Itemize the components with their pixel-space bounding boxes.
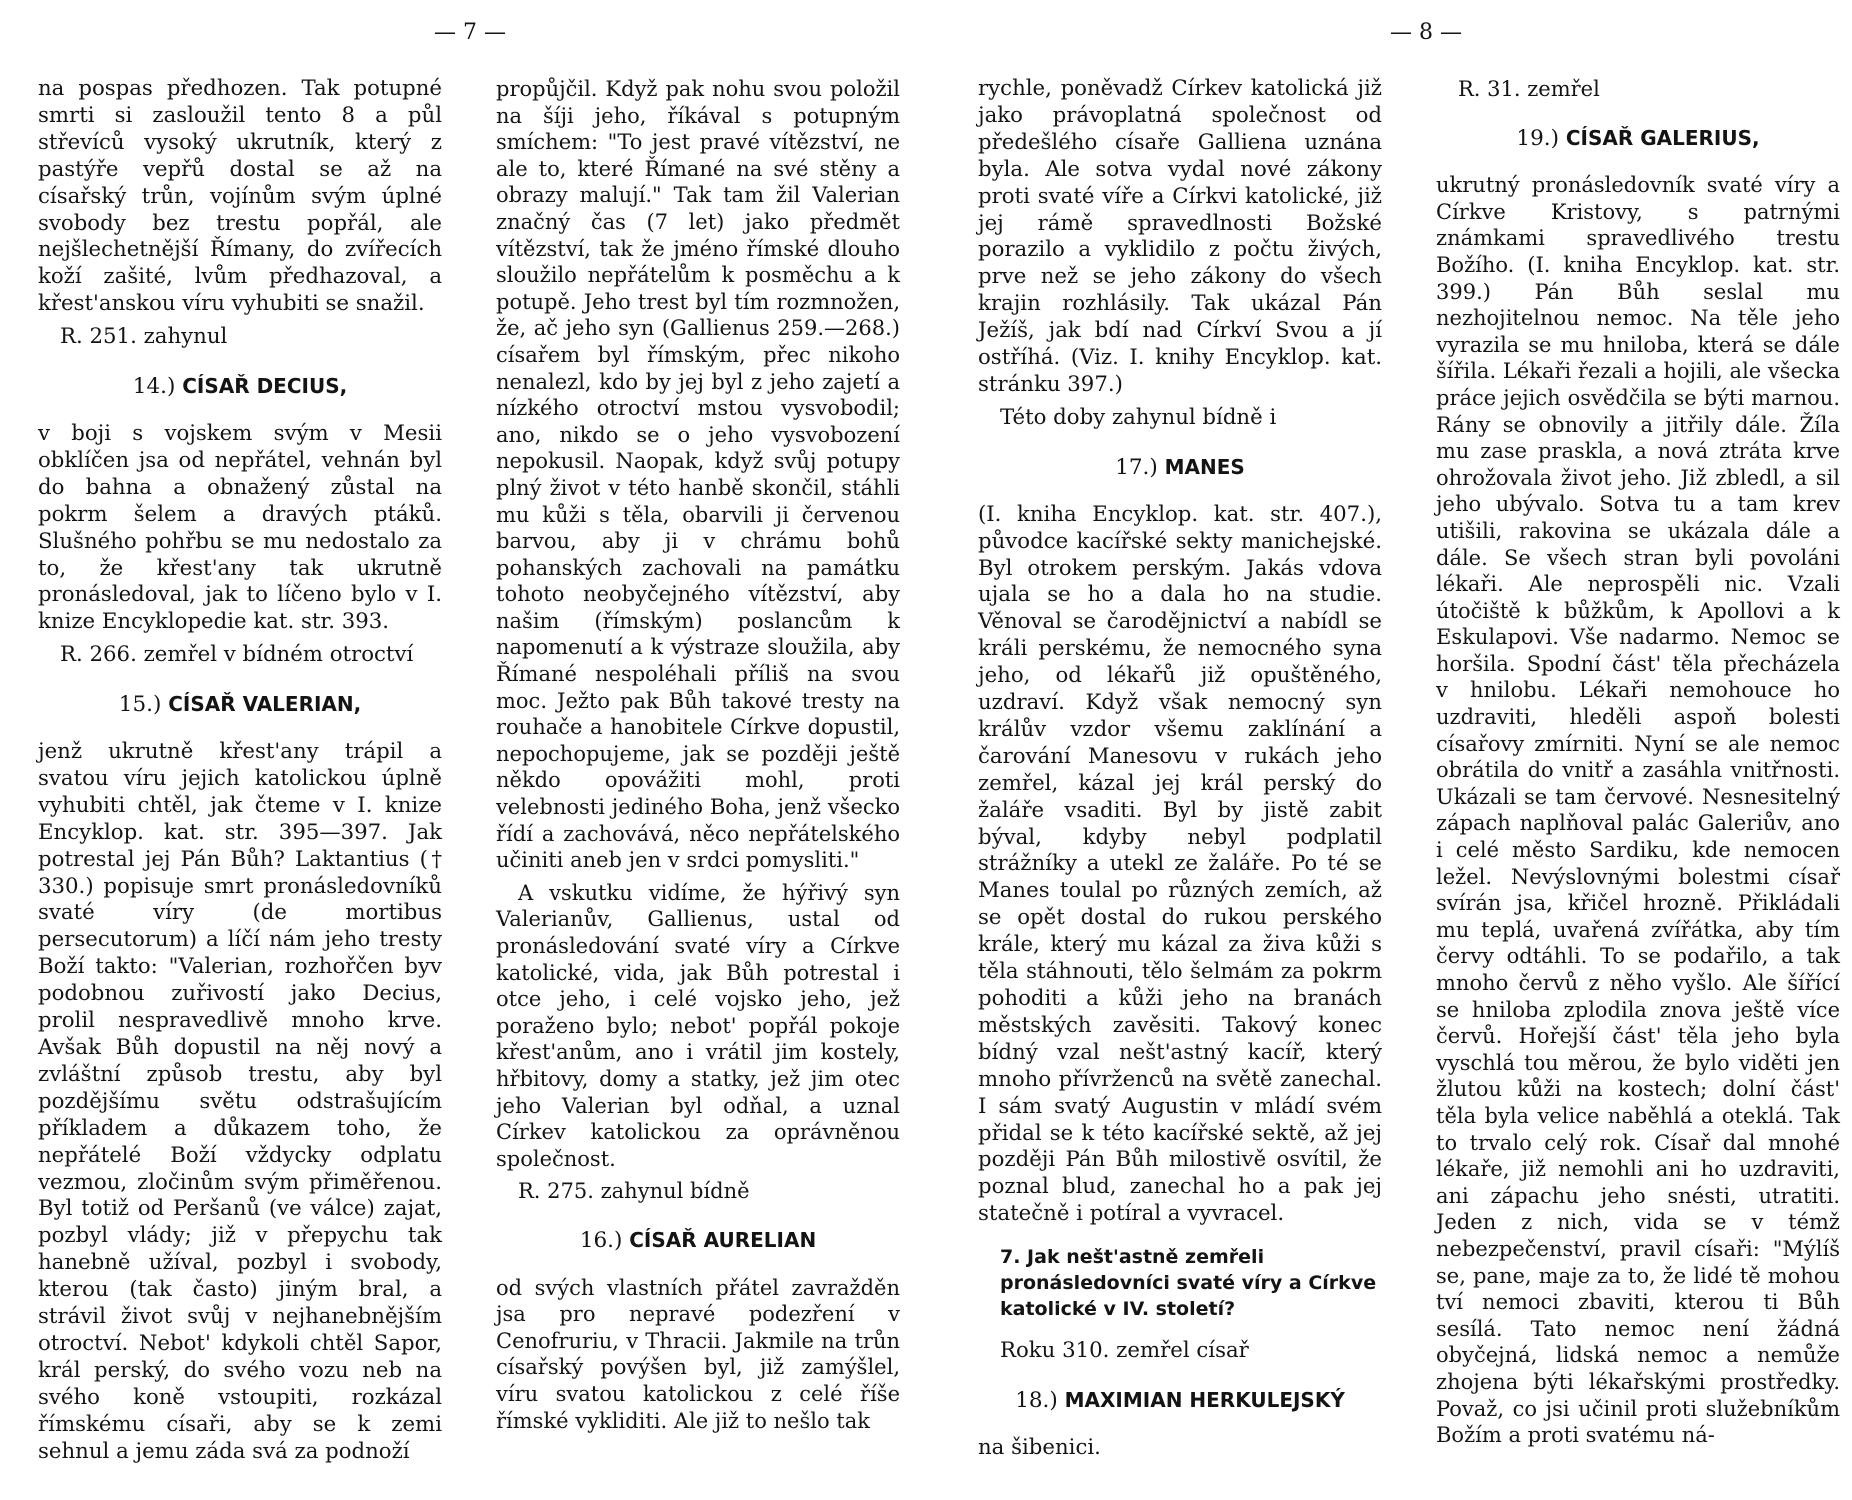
paragraph: v boji s vojskem svým v Mesii obklíčen jsa od nepřátel, vehnán byl do bahna a obnažený zůstal na pokrm šelem a dravých ptáků. Slušného pohřbu se mu nedostalo za to, že křest'any tak ukrutně pronásledoval, jak to líčeno bylo v I. knize Encyklopedie kat. str. 393. [38,420,442,635]
year-line: R. 31. zemřel [1458,77,1600,101]
section-number: 17.) [1115,454,1158,480]
year-line: R. 275. zahynul bídně [518,1179,750,1204]
page-number-right: — 8 — [1390,20,1462,45]
section-number: 19.) [1516,125,1559,151]
paragraph: ukrutný pronásledovník svaté víry a Církve Kristovy, s patrnými známkami spravedlivého trestu Božího. (I. kniha Encyklop. kat. str. 399.) Pán Bůh seslal mu nezhojitelnou nemoc. Na těle jeho vyrazila se mu hniloba, která se dále šířila. Lékaři řezali a hojili, ale všecka práce jejich osvědčila se býti marnou. Rány se obnovily a jitřily dále. Žíla mu zase praskla, a nová ztráta krve ohrožovala život jeho. Již zbledl, a sil jeho ubývalo. Sotva tu a tam krev utišili, rakovina se ukázala dále a dále. Se všech stran byli povoláni lékaři. Ale neprospěli nic. Vzali útočiště k bůžkům, k Apollovi a k Eskulapovi. Vše nadarmo. Nemoc se horšila. Spodní část' těla přecházela v hnilobu. Lékaři nemohouce ho uzdraviti, hleděli aspoň bolesti císařovy zmírniti. Nyní se ale nemoc obrátila do vnitř a zasáhla vnitřnosti. Ukázali se tam červové. Nesnesitelný zápach naplňoval palác Galeriův, ano i celé město Sardiku, kde nemocen ležel. Nevýslovnými bolestmi císař svírán jsa, křičel hrozně. Přikládali mu teplá, uvařená zvířátka, aby tím červy odtáhli. To se podařilo, a tak mnoho červů z něho vyšlo. Ale šířící se hniloba zplodila znova ještě více červů. Hořejší část' těla jeho byla vyschlá tou měrou, že bylo viděti jen žlutou kůži na kostech; dolní část' těla byla velice naběhlá a oteklá. Tak to trvalo celý rok. Císař dal mnohé lékaře, již nemohli ani ho uzdraviti, ani zápachu jeho snésti, utratiti. Jeden z nich, vida se v témž nebezpečenství, pravil císaři: "Mýlíš se, pane, maje za to, že lidé tě mohou tví nemoci zbaviti, kterou ti Bůh sesílá. Tato nemoc není žádná obyčejná, lidská nemoc a nemůže zhojena býti lékařskými prostředky. Považ, co jsi učinil proti služebníkům Božím a proti svatému ná- [1436,173,1840,1448]
column-4 [1436,76,1840,1455]
year-line: R. 266. zemřel v bídném otroctví [60,642,414,668]
section-heading-14 [38,373,442,401]
section-number: 15.) [118,692,162,718]
section-title: CÍSAŘ GALERIUS, [1565,125,1760,150]
paragraph: A vskutku vidíme, že hýřivý syn Valerianův, Gallienus, ustal od pronásledování svaté víry a Církve katolické, vida, jak Bůh potrestal i otce jeho, i celé vojsko jeho, jež poraženo bylo; nebot' popřál pokoje křest'anům, ano i vrátil jim kostely, hřbitovy, domy a statky, jež jim otec jeho Valerian byl odňal, a uznal Církev katolickou za oprávněnou společnost. [496,880,900,1171]
column-1 [38,76,442,1472]
paragraph: (I. kniha Encyklop. kat. str. 407.), původce kacířské sekty manichejské. Byl otrokem perským. Jakás vdova ujala se ho a dala ho na studie. Věnoval se čarodějnictví a nabídl se králi perskému, že nemocného syna jeho, od lékařů již opuštěného, uzdraví. Když však nemocný syn králův vzdor všemu zaklínání a čarování Manesovu v rukách jeho zemřel, kázal jej král perský do žaláře vsaditi. Byl by jistě zabit býval, kdyby nebyl podplatil strážníky a utekl ze žaláře. Po té se Manes toulal po různých zemích, až se opět dostal do rukou perského krále, který mu kázal za živa kůži s těla stáhnouti, tělo šelmám za pokrm pohoditi a kůži jeho na branách městských zavěsiti. Takový konec bídný vzal nešt'astný kacíř, který mnoho přívrženců na světě zanechal. I sám svatý Augustin v mládí svém přidal se k této kacířské sektě, až jej později Pán Bůh milostivě osvítil, že poznal blud, zanechal ho a pak jej statečně i potíral a vyvracel. [978,501,1382,1227]
section-number: 16.) [579,1227,623,1253]
column-2 [496,76,900,1440]
year-line: R. 251. zahynul [60,324,228,350]
page-number-left: — 7 — [434,20,506,45]
paragraph: od svých vlastních přátel zavražděn jsa pro nepravé podezření v Cenofruriu, v Thracii. Jakmile na trůn císařský povýšen byl, již zamýšlel, víru svatou katolickou z celé říše římské vykliditi. Ale již to nešlo tak [496,1275,900,1433]
paragraph: na šibenici. [978,1434,1101,1460]
section-number: 14.) [132,374,176,400]
section-title: CÍSAŘ AURELIAN [629,1227,817,1252]
paragraph: jenž ukrutně křest'any trápil a svatou víru jejich katolickou úplně vyhubiti chtěl, jak čteme v I. knize Encyklop. kat. str. 395—397. Jak potrestal jej Pán Bůh? Laktantius († 330.) popisuje smrt pronásledovníků svaté víry (de mortibus persecutorum) a líčí nám jeho tresty Boží takto: "Valerian, rozhořčen byv podobnou zuřivostí jako Decius, prolil nespravedlivě mnoho krve. Avšak Bůh dopustil na něj nový a zvláštní způsob trestu, aby byl pozdějšímu světu odstrašujícím příkladem a důkazem toho, že nepřátelé Boží vždycky odplatu vezmou, zločinům svým přiměřenou. Byl totiž od Peršanů (ve válce) zajat, pozbyl vlády; již v přepychu tak hanebně užíval, pozbyl i svobody, kterou (tak často) jiným bral, a strávil život svůj v nejhanebnějším otroctví. Nebot' kdykoli chtěl Sapor, král perský, do svého vozu neb na svého koně vstoupiti, rozkázal římskému císaři, aby se k zemi sehnul a jemu záda svá za podnoží [38,739,442,1464]
year-line: Roku 310. zemřel císař [1000,1338,1249,1364]
column-3 [978,76,1382,1468]
section-number: 18.) [1015,1388,1058,1414]
paragraph: rychle, poněvadž Církev katolická již jako právoplatná společnost od předešlého císaře Galliena uznána byla. Ale sotva vydal nové zákony proti svaté víře a Církvi katolické, již jej rámě spravedlnosti Božské porazilo a vyklidilo z počtu živých, prve než se jeho zákony do všech krajin rozhlásily. Tak ukázal Pán Ježíš, jak bdí nad Církví Svou a jí ostříhá. (Viz. I. knihy Encyklop. kat. stránku 397.) [978,76,1382,397]
section-heading-19 [1436,125,1840,153]
section-heading-15 [38,691,442,719]
section-heading-16 [496,1227,900,1255]
paragraph: na pospas předhozen. Tak potupné smrti si zasloužil tento 8 a půl střevíců vysoký ukrutník, který z pastýře vepřů dostal se až na císařský trůn, vojínům svým úplné svobody bez trestu popřál, ale nejšlechetnější Římany, do zvířecích koží zašité, lvům předhazoval, a křest'anskou víru vyhubiti se snažil. [38,76,442,317]
section-title: CÍSAŘ DECIUS, [182,374,348,399]
section-heading-18 [978,1387,1382,1415]
paragraph: propůjčil. Když pak nohu svou položil na šíji jeho, říkával s potupným smíchem: "To jest pravé vítězství, ne ale to, které Římané na své stěny a obrazy malují." Tak tam žil Valerian značný čas (7 let) jako předmět vítězství, tak že jméno římské dlouho sloužilo nepřátelům k posměchu a k potupě. Jeho trest byl tím rozmnožen, že, ač jeho syn (Gallienus 259.—268.) císařem byl římským, přec nikoho nenalezl, kdo by jej byl z jeho zajetí a nízkého otroctví mstou vysvobodil; ano, nikdo se o jeho vysvobození nepokusil. Naopak, když svůj potupy plný život v této hanbě skončil, stáhli mu kůži s těla, obarvili ji červenou barvou, aby ji v chrámu bohů pohanských zachovali na památku tohoto neobyčejného vítězství, aby našim (římským) poslancům k napomenutí a k výstraze sloužila, aby Římané nespoléhali příliš na svou moc. Ježto pak Bůh takové tresty na rouhače a hanobitele Církve dopustil, nepochopujeme, jak se později ještě někdo opovážiti mohl, proti velebnosti jediného Boha, jenž všecko řídí a zachovává, něco nepřátelského učiniti aneb jen v srdci pomysliti." [496,77,900,873]
question-heading: 7. Jak nešt'astně zemřeli pronásledovníci svaté víry a Církve katolické v IV. století? [1000,1246,1377,1321]
section-title: CÍSAŘ VALERIAN, [168,692,362,717]
section-heading-17 [978,454,1382,482]
section-title: MAXIMIAN HERKULEJSKÝ [1064,1388,1345,1413]
section-title: MANES [1164,454,1245,479]
year-line: Této doby zahynul bídně i [1000,404,1277,430]
